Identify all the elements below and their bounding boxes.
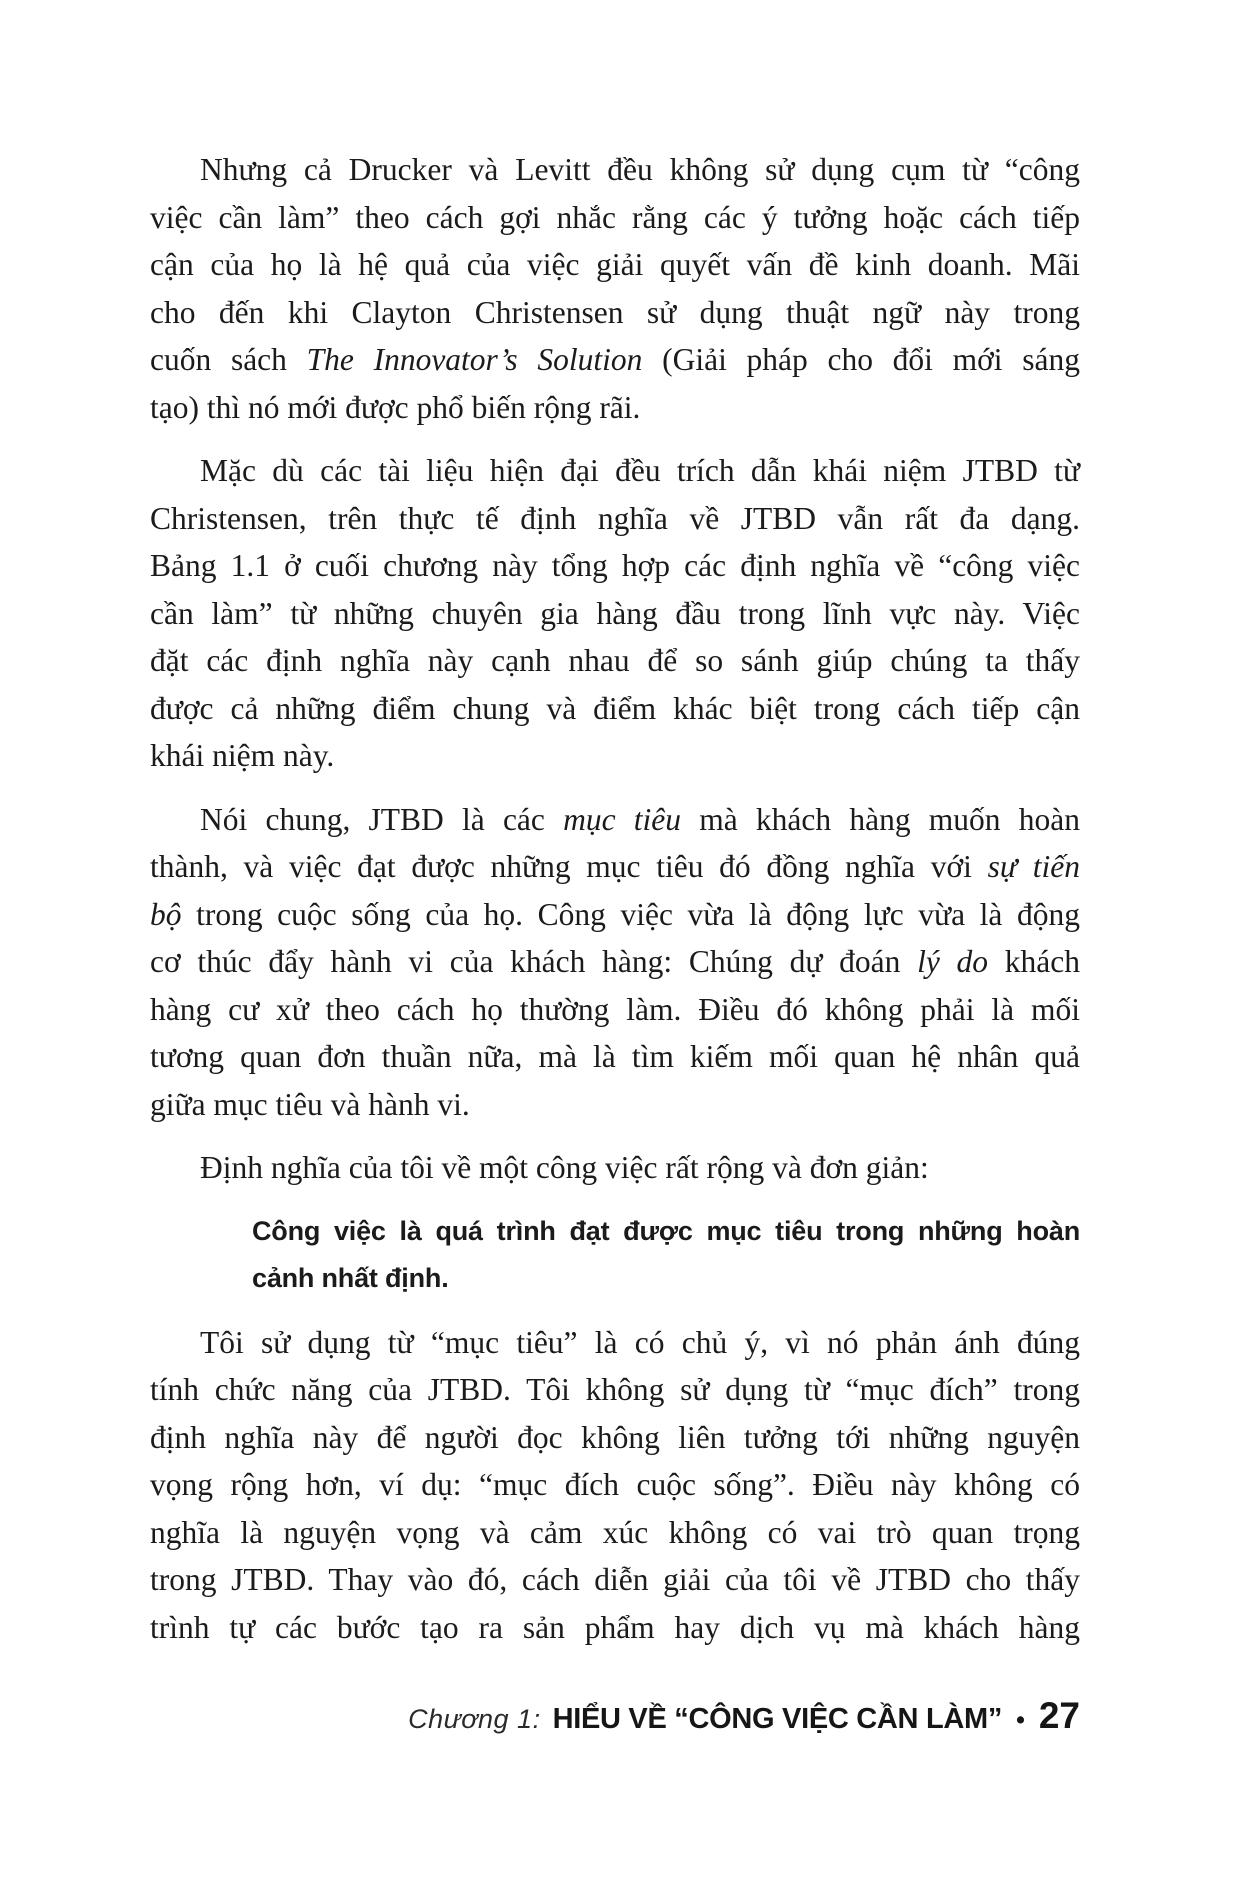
- text-line: được cả những điểm chung và điểm khác biệt trong cách tiếp cận: [150, 690, 1080, 726]
- footer-separator-dot: •: [1016, 1706, 1025, 1734]
- paragraph-drucker-levitt: [150, 146, 1080, 431]
- text-line: cảnh nhất định.: [252, 1263, 449, 1293]
- text-line: định nghĩa này để người đọc không liên tưởng tới những nguyện: [150, 1419, 1080, 1455]
- text-line: cơ thúc đẩy hành vi của khách hàng: Chúng dự đoán lý do khách: [150, 944, 1081, 979]
- paragraph-jtbd-definitions: [150, 447, 1080, 780]
- text-line: Bảng 1.1 ở cuối chương này tổng hợp các định nghĩa về “công việc: [150, 548, 1080, 583]
- text-line: giữa mục tiêu và hành vi.: [150, 1086, 470, 1122]
- paragraph-my-definition-intro: [150, 1144, 1080, 1192]
- text-line: Nói chung, JTBD là các mục tiêu mà khách hàng muốn hoàn: [200, 801, 1080, 837]
- footer-chapter-label: Chương 1:: [408, 1704, 541, 1734]
- text-line: nghĩa là nguyện vọng và cảm xúc không có vai trò quan trọng: [150, 1514, 1080, 1550]
- text-block: [150, 146, 1080, 1667]
- text-line: cần làm” từ những chuyên gia hàng đầu trong lĩnh vực này. Việc: [150, 595, 1080, 631]
- text-line: trình tự các bước tạo ra sản phẩm hay dịch vụ mà khách hàng: [150, 1609, 1080, 1645]
- text-line: Mặc dù các tài liệu hiện đại đều trích dẫn khái niệm JTBD từ: [200, 453, 1080, 488]
- text-line: cuốn sách The Innovator’s Solution (Giải pháp cho đổi mới sáng: [150, 342, 1080, 377]
- text-line: cận của họ là hệ quả của việc giải quyết vấn đề kinh doanh. Mãi: [150, 247, 1080, 282]
- text-line: tạo) thì nó mới được phổ biến rộng rãi.: [150, 389, 641, 425]
- text-line: hàng cư xử theo cách họ thường làm. Điều đó không phải là mối: [150, 991, 1080, 1027]
- text-line: trong JTBD. Thay vào đó, cách diễn giải của tôi về JTBD cho thấy: [150, 1562, 1080, 1597]
- footer-chapter-title: HIỂU VỀ “CÔNG VIỆC CẦN LÀM”: [552, 1703, 1003, 1735]
- block-quote-job-definition: [252, 1208, 1080, 1303]
- text-line: thành, và việc đạt được những mục tiêu đó đồng nghĩa với sự tiến: [150, 849, 1080, 884]
- text-line: đặt các định nghĩa này cạnh nhau để so sánh giúp chúng ta thấy: [150, 643, 1080, 678]
- footer-page-number: 27: [1038, 1695, 1080, 1736]
- paragraph-goal-word-choice: [150, 1319, 1080, 1652]
- text-line: Nhưng cả Drucker và Levitt đều không sử dụng cụm từ “công: [200, 152, 1080, 187]
- text-line: việc cần làm” theo cách gợi nhắc rằng các ý tưởng hoặc cách tiếp: [150, 199, 1080, 235]
- text-line: tính chức năng của JTBD. Tôi không sử dụng từ “mục đích” trong: [150, 1372, 1080, 1407]
- text-line: Tôi sử dụng từ “mục tiêu” là có chủ ý, vì nó phản ánh đúng: [200, 1324, 1080, 1360]
- text-line: tương quan đơn thuần nữa, mà là tìm kiếm mối quan hệ nhân quả: [150, 1039, 1080, 1074]
- text-line: Công việc là quá trình đạt được mục tiêu trong những hoàn: [252, 1215, 1080, 1246]
- text-line: Christensen, trên thực tế định nghĩa về JTBD vẫn rất đa dạng.: [150, 500, 1080, 536]
- text-line: vọng rộng hơn, ví dụ: “mục đích cuộc sống”. Điều này không có: [150, 1467, 1080, 1502]
- text-line: bộ trong cuộc sống của họ. Công việc vừa là động lực vừa là động: [150, 896, 1080, 932]
- text-line: cho đến khi Clayton Christensen sử dụng thuật ngữ này trong: [150, 294, 1080, 330]
- text-line: Định nghĩa của tôi về một công việc rất rộng và đơn giản:: [200, 1150, 929, 1185]
- paragraph-jtbd-goals: [150, 796, 1080, 1129]
- page-footer: [150, 1695, 1080, 1737]
- text-line: khái niệm này.: [150, 738, 335, 773]
